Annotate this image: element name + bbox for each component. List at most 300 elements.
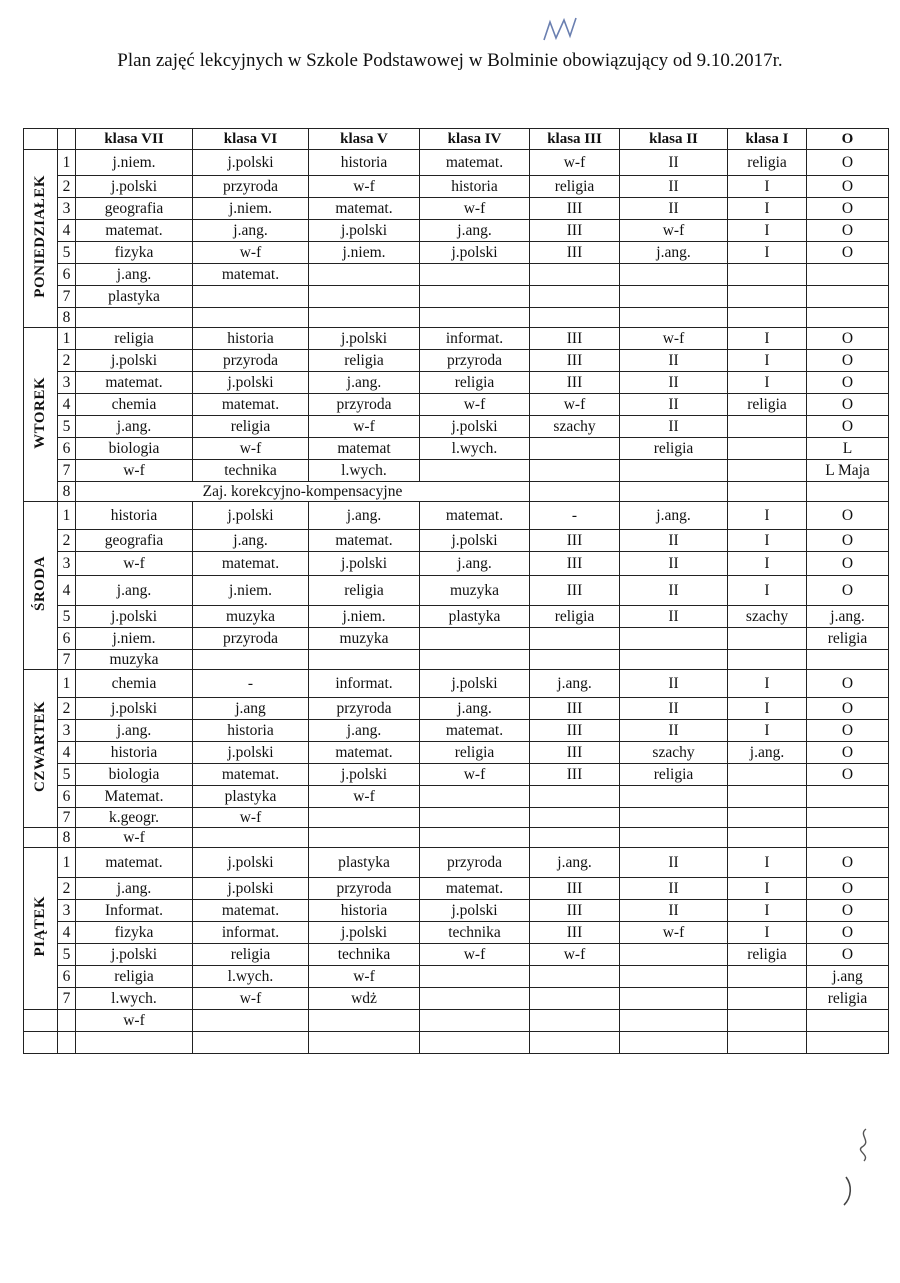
lesson-cell: j.polski xyxy=(193,372,309,394)
lesson-cell: w-f xyxy=(193,988,309,1010)
lesson-cell: II xyxy=(620,372,728,394)
lesson-cell xyxy=(530,286,620,308)
lesson-row xyxy=(24,900,889,922)
lesson-cell: matemat. xyxy=(193,394,309,416)
lesson-cell xyxy=(807,828,889,848)
lesson-number: 4 xyxy=(58,220,76,242)
lesson-cell xyxy=(309,1010,420,1032)
lesson-cell: religia xyxy=(807,988,889,1010)
lesson-cell: przyroda xyxy=(309,878,420,900)
lesson-cell: O xyxy=(807,328,889,350)
lesson-cell xyxy=(728,1010,807,1032)
lesson-cell xyxy=(309,308,420,328)
lesson-cell: w-f xyxy=(309,786,420,808)
lesson-cell: j.niem. xyxy=(193,198,309,220)
lesson-cell: O xyxy=(807,742,889,764)
lesson-cell: w-f xyxy=(530,944,620,966)
lesson-cell xyxy=(530,628,620,650)
lesson-cell: I xyxy=(728,848,807,878)
lesson-cell xyxy=(620,808,728,828)
lesson-cell xyxy=(620,786,728,808)
lesson-cell: fizyka xyxy=(76,922,193,944)
lesson-cell: III xyxy=(530,552,620,576)
lesson-cell: O xyxy=(807,552,889,576)
header-lesson-number xyxy=(58,129,76,150)
lesson-cell: I xyxy=(728,502,807,530)
lesson-cell: I xyxy=(728,198,807,220)
lesson-cell: j.polski xyxy=(76,176,193,198)
lesson-number xyxy=(58,1032,76,1054)
lesson-cell xyxy=(620,1010,728,1032)
lesson-cell: II xyxy=(620,720,728,742)
lesson-cell: w-f xyxy=(420,394,530,416)
lesson-cell xyxy=(420,808,530,828)
lesson-cell xyxy=(193,286,309,308)
lesson-cell: j.polski xyxy=(309,552,420,576)
lesson-row xyxy=(24,438,889,460)
lesson-cell: muzyka xyxy=(309,628,420,650)
lesson-number: 5 xyxy=(58,944,76,966)
lesson-row xyxy=(24,808,889,828)
lesson-cell: przyroda xyxy=(309,394,420,416)
lesson-cell xyxy=(620,944,728,966)
lesson-cell xyxy=(420,650,530,670)
lesson-row xyxy=(24,530,889,552)
header-class: klasa I xyxy=(728,129,807,150)
lesson-cell: matemat. xyxy=(76,372,193,394)
lesson-cell: O xyxy=(807,394,889,416)
header-row xyxy=(24,129,889,150)
lesson-cell xyxy=(807,264,889,286)
lesson-cell: j.ang. xyxy=(530,848,620,878)
lesson-cell: matemat. xyxy=(420,502,530,530)
lesson-cell: w-f xyxy=(620,922,728,944)
lesson-row xyxy=(24,650,889,670)
lesson-number: 3 xyxy=(58,900,76,922)
lesson-cell: informat. xyxy=(309,670,420,698)
lesson-cell: matemat. xyxy=(309,742,420,764)
lesson-cell: II xyxy=(620,350,728,372)
lesson-cell: III xyxy=(530,242,620,264)
lesson-cell: matemat. xyxy=(193,900,309,922)
lesson-cell: religia xyxy=(309,350,420,372)
lesson-number: 5 xyxy=(58,242,76,264)
lesson-cell: w-f xyxy=(420,764,530,786)
lesson-cell: szachy xyxy=(620,742,728,764)
lesson-cell: matemat. xyxy=(76,220,193,242)
day-name: WTOREK xyxy=(32,376,48,449)
lesson-cell: II xyxy=(620,878,728,900)
lesson-cell: l.wych. xyxy=(420,438,530,460)
lesson-cell xyxy=(728,416,807,438)
day-label-empty xyxy=(24,1032,58,1054)
lesson-cell xyxy=(309,808,420,828)
lesson-cell: muzyka xyxy=(420,576,530,606)
lesson-cell: historia xyxy=(193,328,309,350)
lesson-cell: religia xyxy=(530,176,620,198)
lesson-cell: II xyxy=(620,416,728,438)
lesson-cell: matemat. xyxy=(193,764,309,786)
lesson-cell: religia xyxy=(420,742,530,764)
lesson-cell: muzyka xyxy=(76,650,193,670)
lesson-cell xyxy=(309,650,420,670)
lesson-cell: j.polski xyxy=(193,150,309,176)
lesson-cell xyxy=(530,650,620,670)
lesson-number: 6 xyxy=(58,966,76,988)
lesson-cell: l.wych. xyxy=(76,988,193,1010)
lesson-cell xyxy=(620,308,728,328)
lesson-cell: wdż xyxy=(309,988,420,1010)
lesson-cell: j.polski xyxy=(193,502,309,530)
lesson-cell xyxy=(728,808,807,828)
lesson-cell: II xyxy=(620,394,728,416)
lesson-row xyxy=(24,922,889,944)
lesson-cell: w-f xyxy=(530,394,620,416)
lesson-number: 3 xyxy=(58,720,76,742)
lesson-cell: fizyka xyxy=(76,242,193,264)
lesson-cell: O xyxy=(807,150,889,176)
lesson-cell: w-f xyxy=(309,416,420,438)
lesson-cell: religia xyxy=(309,576,420,606)
lesson-cell: w-f xyxy=(309,176,420,198)
lesson-cell: religia xyxy=(728,394,807,416)
lesson-row xyxy=(24,670,889,698)
lesson-cell xyxy=(420,988,530,1010)
lesson-cell xyxy=(807,786,889,808)
lesson-cell xyxy=(530,460,620,482)
lesson-row xyxy=(24,328,889,350)
lesson-cell: j.polski xyxy=(193,742,309,764)
lesson-number: 4 xyxy=(58,742,76,764)
lesson-cell xyxy=(728,286,807,308)
lesson-cell: w-f xyxy=(76,460,193,482)
lesson-cell xyxy=(420,966,530,988)
lesson-cell: II xyxy=(620,176,728,198)
lesson-cell xyxy=(620,460,728,482)
lesson-cell: j.niem. xyxy=(76,150,193,176)
lesson-cell: III xyxy=(530,922,620,944)
lesson-cell: plastyka xyxy=(309,848,420,878)
lesson-cell: O xyxy=(807,176,889,198)
lesson-cell: O xyxy=(807,878,889,900)
lesson-cell xyxy=(728,628,807,650)
lesson-cell: j.ang. xyxy=(420,698,530,720)
lesson-cell xyxy=(76,1032,193,1054)
day-name: PONIEDZIAŁEK xyxy=(32,175,48,299)
header-class: klasa VII xyxy=(76,129,193,150)
lesson-cell xyxy=(728,460,807,482)
lesson-row xyxy=(24,150,889,176)
day-label xyxy=(24,150,58,328)
lesson-cell: historia xyxy=(420,176,530,198)
lesson-cell: II xyxy=(620,606,728,628)
lesson-cell: chemia xyxy=(76,670,193,698)
lesson-cell: j.ang. xyxy=(76,416,193,438)
lesson-number: 4 xyxy=(58,394,76,416)
lesson-cell: religia xyxy=(193,416,309,438)
lesson-cell: O xyxy=(807,242,889,264)
lesson-cell: j.ang. xyxy=(76,720,193,742)
lesson-cell: II xyxy=(620,576,728,606)
lesson-cell: O xyxy=(807,670,889,698)
lesson-number: 1 xyxy=(58,670,76,698)
lesson-row xyxy=(24,372,889,394)
lesson-row xyxy=(24,350,889,372)
lesson-cell: O xyxy=(807,220,889,242)
lesson-cell: religia xyxy=(76,966,193,988)
lesson-row xyxy=(24,742,889,764)
lesson-cell: L xyxy=(807,438,889,460)
lesson-cell: j.polski xyxy=(193,848,309,878)
lesson-cell xyxy=(420,1010,530,1032)
lesson-cell: przyroda xyxy=(309,698,420,720)
lesson-cell: religia xyxy=(728,150,807,176)
lesson-row xyxy=(24,576,889,606)
lesson-cell: technika xyxy=(193,460,309,482)
lesson-cell: O xyxy=(807,350,889,372)
lesson-cell: religia xyxy=(193,944,309,966)
lesson-row xyxy=(24,988,889,1010)
day-name: PIĄTEK xyxy=(32,896,48,957)
lesson-cell: w-f xyxy=(193,242,309,264)
lesson-cell: matemat. xyxy=(420,878,530,900)
lesson-cell: matemat. xyxy=(309,198,420,220)
lesson-number: 2 xyxy=(58,878,76,900)
lesson-row xyxy=(24,552,889,576)
lesson-cell: III xyxy=(530,900,620,922)
lesson-cell: j.ang. xyxy=(309,372,420,394)
lesson-cell: L Maja xyxy=(807,460,889,482)
lesson-cell: Informat. xyxy=(76,900,193,922)
lesson-number: 6 xyxy=(58,628,76,650)
lesson-cell: j.polski xyxy=(420,900,530,922)
lesson-cell: O xyxy=(807,372,889,394)
lesson-cell: II xyxy=(620,900,728,922)
lesson-cell: l.wych. xyxy=(309,460,420,482)
lesson-cell: matemat. xyxy=(193,264,309,286)
lesson-cell: O xyxy=(807,900,889,922)
lesson-cell xyxy=(530,966,620,988)
lesson-cell xyxy=(728,764,807,786)
lesson-cell: III xyxy=(530,198,620,220)
lesson-row xyxy=(24,308,889,328)
lesson-cell: III xyxy=(530,350,620,372)
lesson-number: 8 xyxy=(58,482,76,502)
day-label-empty xyxy=(24,828,58,848)
lesson-cell xyxy=(728,1032,807,1054)
lesson-number: 1 xyxy=(58,328,76,350)
lesson-cell: j.ang xyxy=(193,698,309,720)
lesson-cell: j.ang. xyxy=(620,502,728,530)
lesson-cell: III xyxy=(530,328,620,350)
lesson-number: 6 xyxy=(58,264,76,286)
page-title: Plan zajęć lekcyjnych w Szkole Podstawowej w Bolminie obowiązujący od 9.10.2017r. xyxy=(117,50,783,71)
lesson-cell: matemat. xyxy=(76,848,193,878)
day-label xyxy=(24,670,58,828)
lesson-number: 3 xyxy=(58,198,76,220)
lesson-cell: informat. xyxy=(420,328,530,350)
lesson-cell: j.niem. xyxy=(309,242,420,264)
lesson-cell: j.ang. xyxy=(728,742,807,764)
lesson-cell xyxy=(309,828,420,848)
lesson-cell: religia xyxy=(620,764,728,786)
lesson-row xyxy=(24,966,889,988)
lesson-number: 7 xyxy=(58,988,76,1010)
lesson-row xyxy=(24,878,889,900)
lesson-cell: O xyxy=(807,848,889,878)
lesson-cell: III xyxy=(530,530,620,552)
header-class: klasa II xyxy=(620,129,728,150)
lesson-cell: I xyxy=(728,720,807,742)
lesson-cell xyxy=(530,1032,620,1054)
lesson-cell xyxy=(807,808,889,828)
lesson-cell: biologia xyxy=(76,764,193,786)
lesson-cell: szachy xyxy=(530,416,620,438)
lesson-cell: informat. xyxy=(193,922,309,944)
lesson-cell xyxy=(728,308,807,328)
lesson-number xyxy=(58,1010,76,1032)
lesson-number: 3 xyxy=(58,552,76,576)
lesson-cell: I xyxy=(728,670,807,698)
day-label-empty xyxy=(24,1010,58,1032)
day-label xyxy=(24,502,58,670)
lesson-cell: j.polski xyxy=(309,328,420,350)
lesson-cell xyxy=(76,308,193,328)
lesson-cell: j.polski xyxy=(309,220,420,242)
lesson-cell: w-f xyxy=(309,966,420,988)
lesson-cell xyxy=(420,1032,530,1054)
timetable xyxy=(23,128,889,1054)
lesson-cell: chemia xyxy=(76,394,193,416)
lesson-cell: O xyxy=(807,698,889,720)
lesson-number: 7 xyxy=(58,286,76,308)
lesson-cell: O xyxy=(807,764,889,786)
lesson-cell xyxy=(420,828,530,848)
lesson-cell xyxy=(620,1032,728,1054)
lesson-cell: historia xyxy=(193,720,309,742)
lesson-cell: I xyxy=(728,350,807,372)
lesson-cell: O xyxy=(807,416,889,438)
lesson-cell: w-f xyxy=(76,828,193,848)
lesson-cell: O xyxy=(807,922,889,944)
lesson-cell: w-f xyxy=(76,552,193,576)
lesson-cell: III xyxy=(530,372,620,394)
lesson-cell: biologia xyxy=(76,438,193,460)
lesson-number: 2 xyxy=(58,176,76,198)
lesson-cell: szachy xyxy=(728,606,807,628)
day-name: CZWARTEK xyxy=(32,701,48,793)
lesson-row xyxy=(24,764,889,786)
lesson-row xyxy=(24,1010,889,1032)
lesson-cell: I xyxy=(728,698,807,720)
lesson-cell xyxy=(530,988,620,1010)
lesson-cell xyxy=(807,650,889,670)
lesson-cell xyxy=(193,308,309,328)
lesson-row xyxy=(24,628,889,650)
lesson-cell: I xyxy=(728,922,807,944)
lesson-note: Zaj. korekcyjno-kompensacyjne xyxy=(76,482,530,502)
lesson-cell: plastyka xyxy=(76,286,193,308)
lesson-number: 1 xyxy=(58,502,76,530)
lesson-cell xyxy=(728,966,807,988)
header-class: klasa IV xyxy=(420,129,530,150)
header-class: O xyxy=(807,129,889,150)
lesson-cell: II xyxy=(620,150,728,176)
lesson-cell: O xyxy=(807,720,889,742)
lesson-cell xyxy=(530,808,620,828)
lesson-cell: O xyxy=(807,944,889,966)
lesson-cell: historia xyxy=(76,502,193,530)
lesson-cell: religia xyxy=(420,372,530,394)
lesson-cell xyxy=(620,264,728,286)
lesson-row xyxy=(24,720,889,742)
lesson-row xyxy=(24,848,889,878)
lesson-cell: muzyka xyxy=(193,606,309,628)
lesson-cell: historia xyxy=(76,742,193,764)
lesson-row xyxy=(24,482,889,502)
lesson-cell: w-f xyxy=(620,220,728,242)
lesson-cell xyxy=(620,650,728,670)
lesson-cell: I xyxy=(728,242,807,264)
lesson-number: 4 xyxy=(58,922,76,944)
lesson-cell: II xyxy=(620,530,728,552)
lesson-cell: w-f xyxy=(193,808,309,828)
lesson-cell xyxy=(807,482,889,502)
lesson-cell: matemat xyxy=(309,438,420,460)
lesson-cell: I xyxy=(728,576,807,606)
lesson-number: 8 xyxy=(58,308,76,328)
lesson-row xyxy=(24,242,889,264)
lesson-number: 7 xyxy=(58,808,76,828)
lesson-cell: geografia xyxy=(76,198,193,220)
lesson-number: 7 xyxy=(58,460,76,482)
lesson-number: 1 xyxy=(58,848,76,878)
lesson-cell xyxy=(807,286,889,308)
lesson-cell xyxy=(530,438,620,460)
lesson-cell: j.polski xyxy=(193,878,309,900)
lesson-cell: j.polski xyxy=(76,698,193,720)
lesson-cell: j.ang. xyxy=(420,552,530,576)
lesson-row xyxy=(24,264,889,286)
lesson-cell xyxy=(807,308,889,328)
lesson-cell: plastyka xyxy=(420,606,530,628)
lesson-row xyxy=(24,786,889,808)
lesson-cell: II xyxy=(620,848,728,878)
lesson-row xyxy=(24,286,889,308)
lesson-cell: przyroda xyxy=(420,848,530,878)
lesson-cell: historia xyxy=(309,900,420,922)
lesson-cell: matemat. xyxy=(309,530,420,552)
lesson-cell: k.geogr. xyxy=(76,808,193,828)
lesson-cell xyxy=(420,628,530,650)
lesson-cell: j.polski xyxy=(420,242,530,264)
lesson-cell: III xyxy=(530,698,620,720)
lesson-cell xyxy=(420,308,530,328)
lesson-cell: w-f xyxy=(193,438,309,460)
lesson-cell: j.polski xyxy=(420,416,530,438)
lesson-cell: III xyxy=(530,878,620,900)
lesson-cell: matemat. xyxy=(420,720,530,742)
lesson-number: 6 xyxy=(58,438,76,460)
lesson-cell: - xyxy=(530,502,620,530)
lesson-cell: j.ang. xyxy=(193,530,309,552)
lesson-cell: O xyxy=(807,198,889,220)
lesson-cell xyxy=(193,1032,309,1054)
lesson-cell xyxy=(620,966,728,988)
header-class: klasa V xyxy=(309,129,420,150)
lesson-number: 2 xyxy=(58,350,76,372)
lesson-cell: j.ang xyxy=(807,966,889,988)
